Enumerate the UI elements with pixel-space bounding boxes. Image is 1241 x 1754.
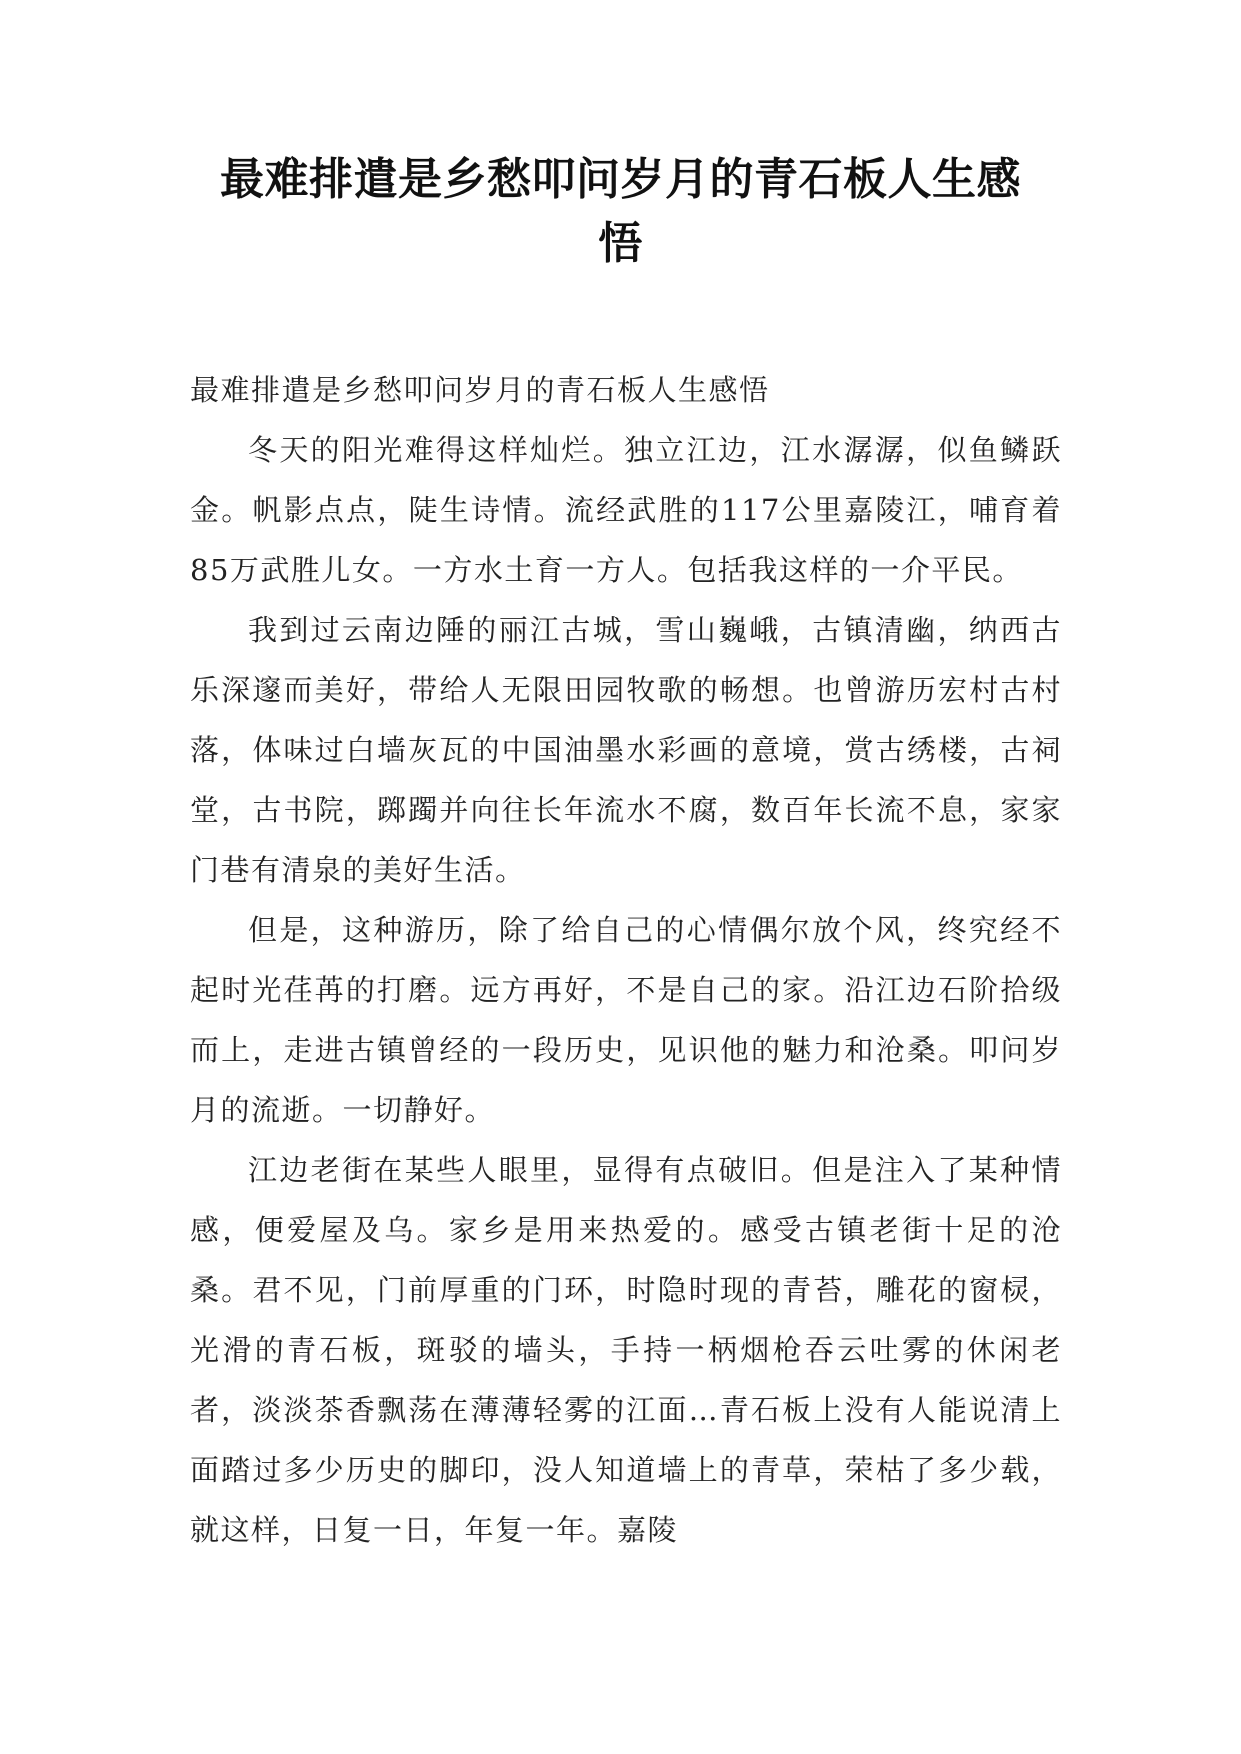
document-title <box>190 148 1051 276</box>
paragraph-travels: 我到过云南边陲的丽江古城，雪山巍峨，古镇清幽，纳西古乐深邃而美好，带给人无限田园牧歌的畅想。也曾游历宏村古村落，体味过白墙灰瓦的中国油墨水彩画的意境，赏古绣楼，古祠堂，古书院，踯躅并向往长年流水不腐，数百年长流不息，家家门巷有清泉的美好生活。 <box>190 613 1062 887</box>
document-title-line-2: 悟 <box>598 218 643 269</box>
paragraph-old-street: 江边老街在某些人眼里，显得有点破旧。但是注入了某种情感，便爱屋及乌。家乡是用来热爱的。感受古镇老街十足的沧桑。君不见，门前厚重的门环，时隐时现的青苔，雕花的窗棂，光滑的青石板，斑驳的墙头，手持一柄烟枪吞云吐雾的休闲老者，淡淡茶香飘荡在薄薄轻雾的江面…青石板上没有人能说清上面踏过多少历史的脚印，没人知道墙上的青草，荣枯了多少载，就这样，日复一日，年复一年。嘉陵 <box>190 1153 1062 1547</box>
body-heading-paragraph: 最难排遣是乡愁叩问岁月的青石板人生感悟 <box>190 373 770 407</box>
document-body <box>190 360 1062 1560</box>
paragraph-winter-sunshine: 冬天的阳光难得这样灿烂。独立江边，江水潺潺，似鱼鳞跃金。帆影点点，陡生诗情。流经武胜的117公里嘉陵江，哺育着85万武胜儿女。一方水土育一方人。包括我这样的一介平民。 <box>190 433 1062 587</box>
paragraph-however: 但是，这种游历，除了给自己的心情偶尔放个风，终究经不起时光荏苒的打磨。远方再好，不是自己的家。沿江边石阶拾级而上，走进古镇曾经的一段历史，见识他的魅力和沧桑。叩问岁月的流逝。一切静好。 <box>190 913 1062 1127</box>
document-title-line-1: 最难排遣是乡愁叩问岁月的青石板人生感 <box>220 154 1021 205</box>
